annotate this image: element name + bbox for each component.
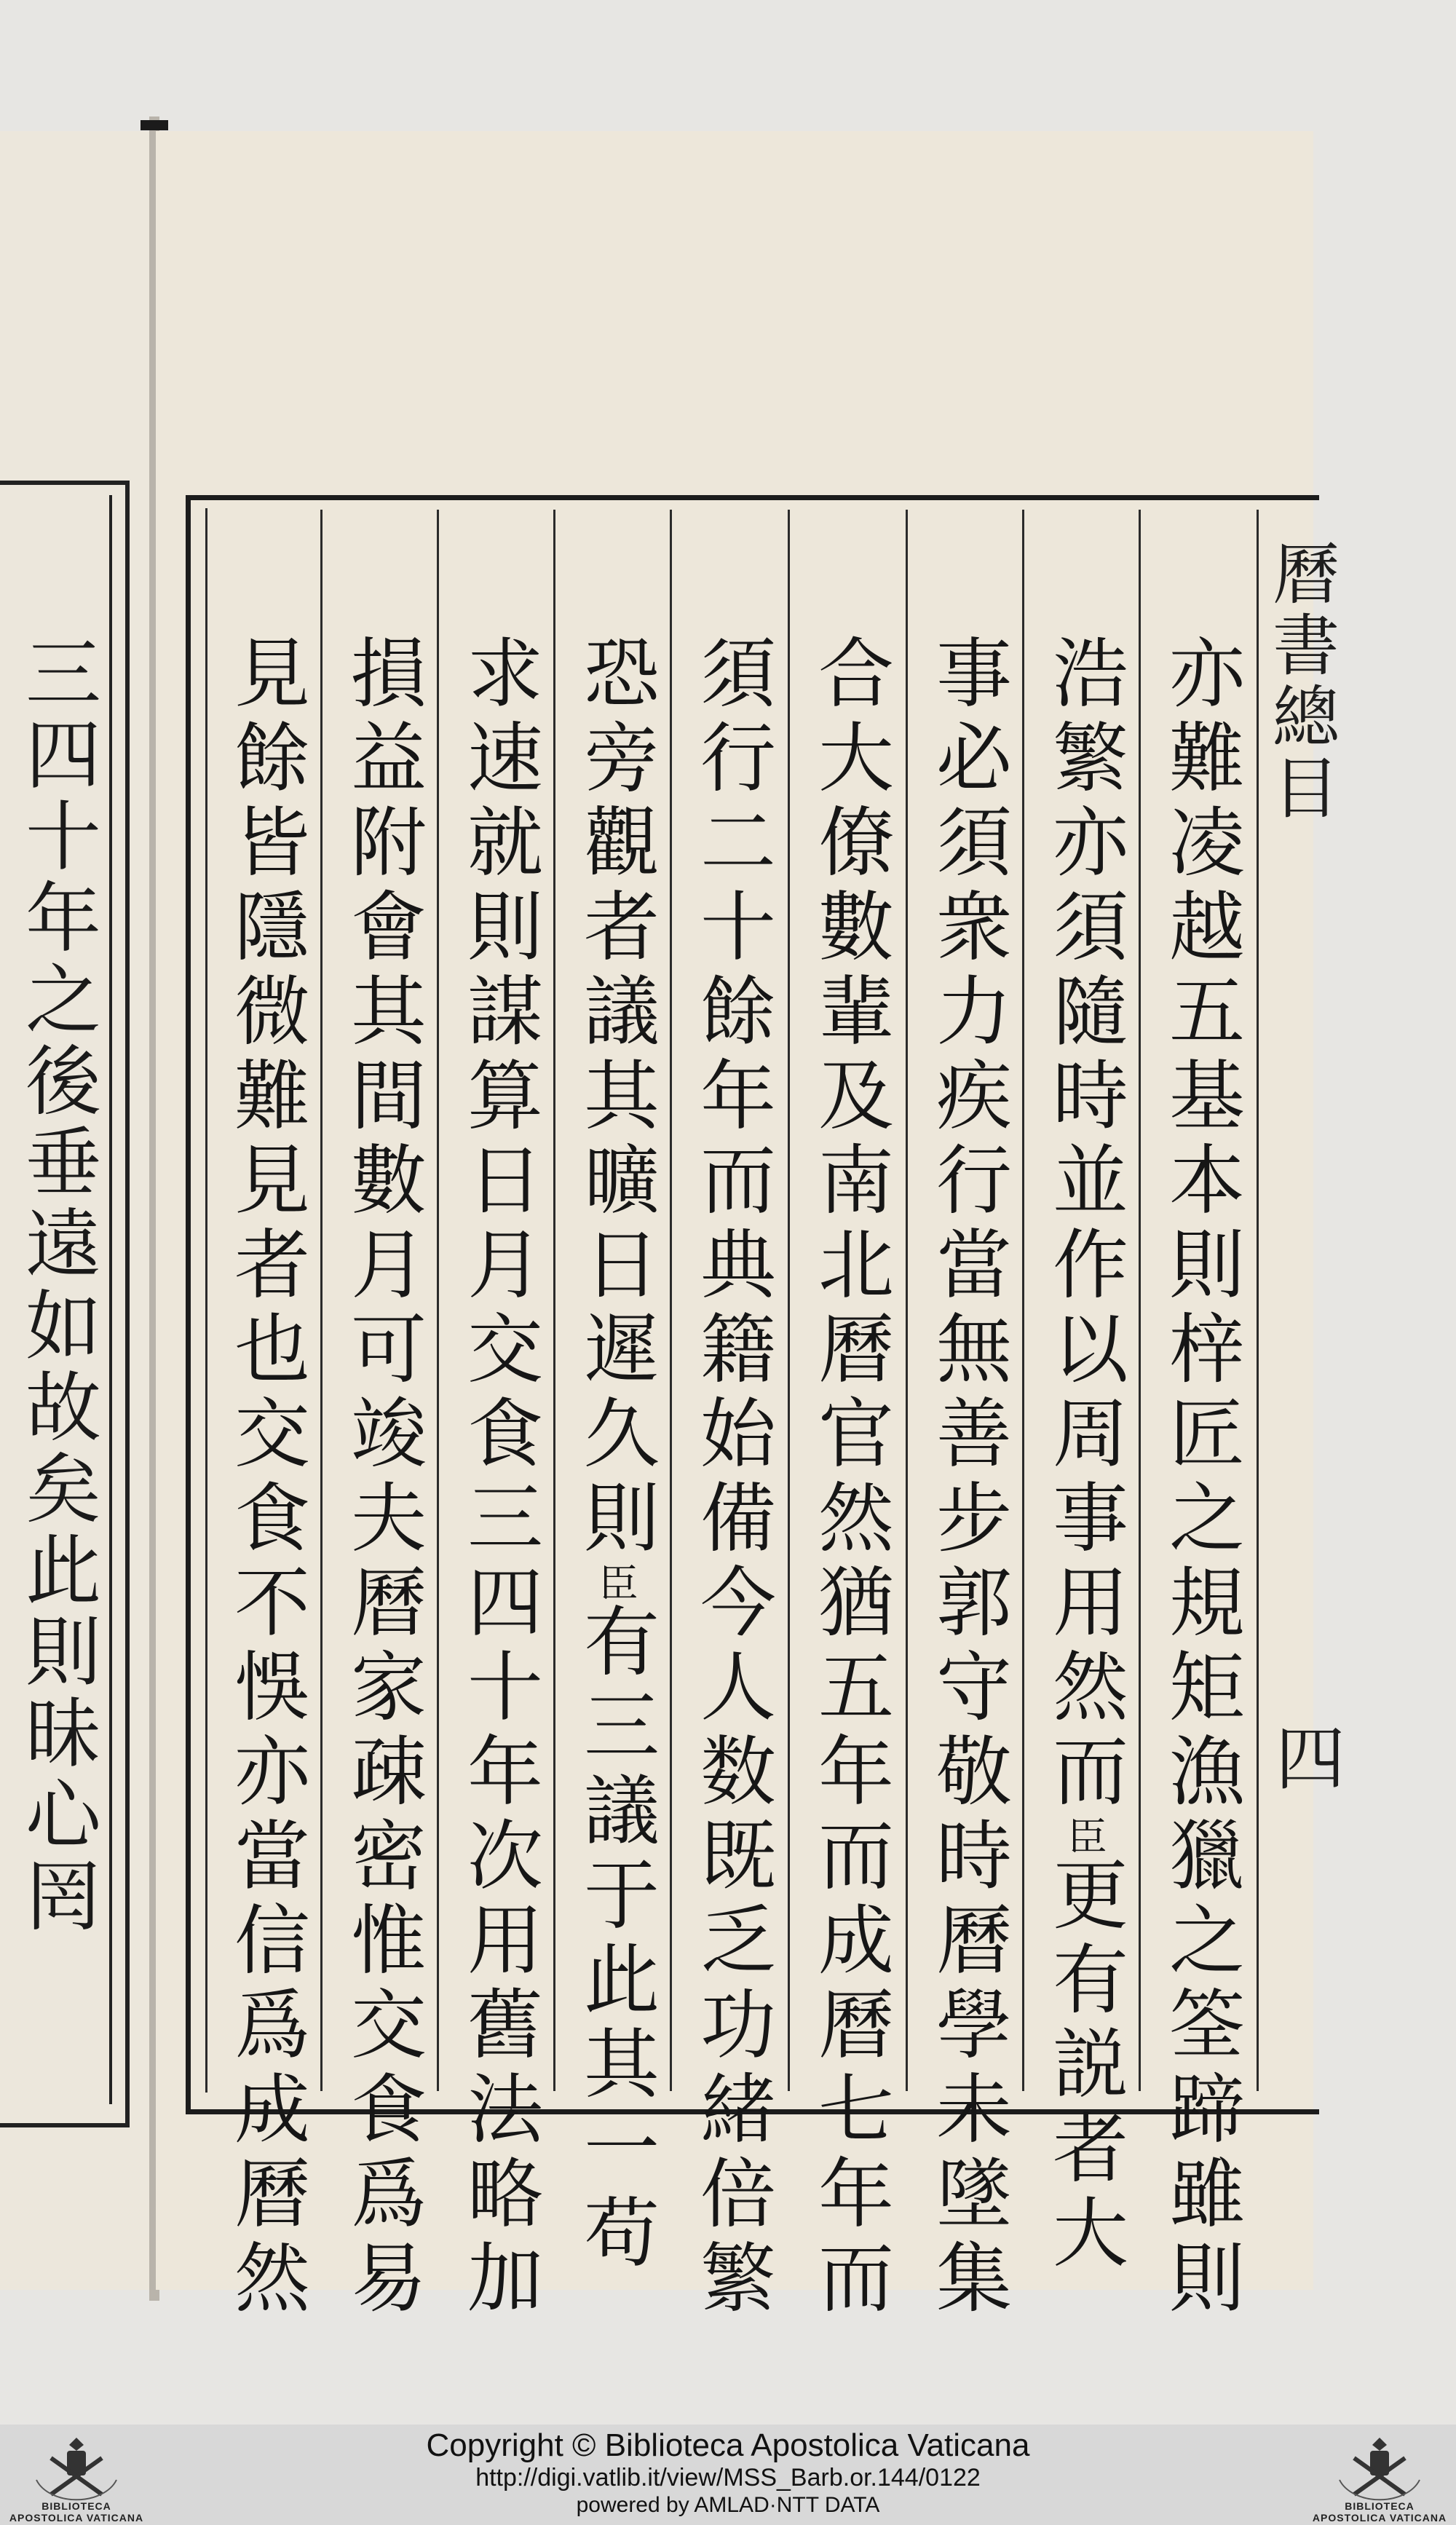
text-column-6: 恐旁觀者議其曠日遲久則臣有三議于此其一苟 xyxy=(571,633,660,2277)
column-rule xyxy=(1022,510,1024,2091)
column-rule xyxy=(1139,510,1141,2091)
seal-caption: BIBLIOTECA APOSTOLICA VATICANA xyxy=(9,2500,144,2524)
gutter-mark xyxy=(141,120,168,130)
column-rule xyxy=(437,510,439,2091)
text-column-5: 須行二十餘年而典籍始備今人数既乏功緒倍繁 xyxy=(687,633,776,2323)
column-rule xyxy=(553,510,555,2091)
text-column-8: 損益附會其間數月可竣夫曆家疎密惟交食爲易 xyxy=(338,633,427,2323)
column-rule xyxy=(788,510,790,2091)
powered-by-text: powered by AMLAD·NTT DATA xyxy=(576,2493,880,2517)
source-url-link[interactable]: http://digi.vatlib.it/view/MSS_Barb.or.144/0122 xyxy=(475,2464,981,2492)
previous-page-column: 三四十年之後垂遠如故矣此則昧心罔 xyxy=(12,633,101,1938)
column-rule xyxy=(1257,510,1259,2091)
column-rule xyxy=(320,510,323,2091)
folio-number: 四 xyxy=(1275,1718,1345,1800)
text-column-4: 合大僚數輩及南北曆官然猶五年而成曆七年而 xyxy=(805,633,894,2323)
text-column-9: 見餘皆隱微難見者也交食不悞亦當信爲成曆然 xyxy=(221,633,310,2323)
text-column-1: 亦難凌越五基本則梓匠之規矩漁獵之筌蹄雖則 xyxy=(1156,633,1245,2323)
column-rule xyxy=(670,510,672,2091)
text-column-7: 求速就則謀算日月交食三四十年次用舊法略加 xyxy=(454,633,543,2323)
text-column-2: 浩繁亦須隨時並作以周事用然而臣更有説者大 xyxy=(1040,633,1128,2277)
copyright-notice: Copyright © Biblioteca Apostolica Vaticana xyxy=(426,2427,1030,2463)
column-rule xyxy=(906,510,908,2091)
page-header: 曆書總目 xyxy=(1262,539,1340,824)
seal-caption: BIBLIOTECA APOSTOLICA VATICANA xyxy=(1312,2500,1447,2524)
text-column-3: 事必須衆力疾行當無善步郭守敬時曆學未墜集 xyxy=(923,633,1012,2323)
